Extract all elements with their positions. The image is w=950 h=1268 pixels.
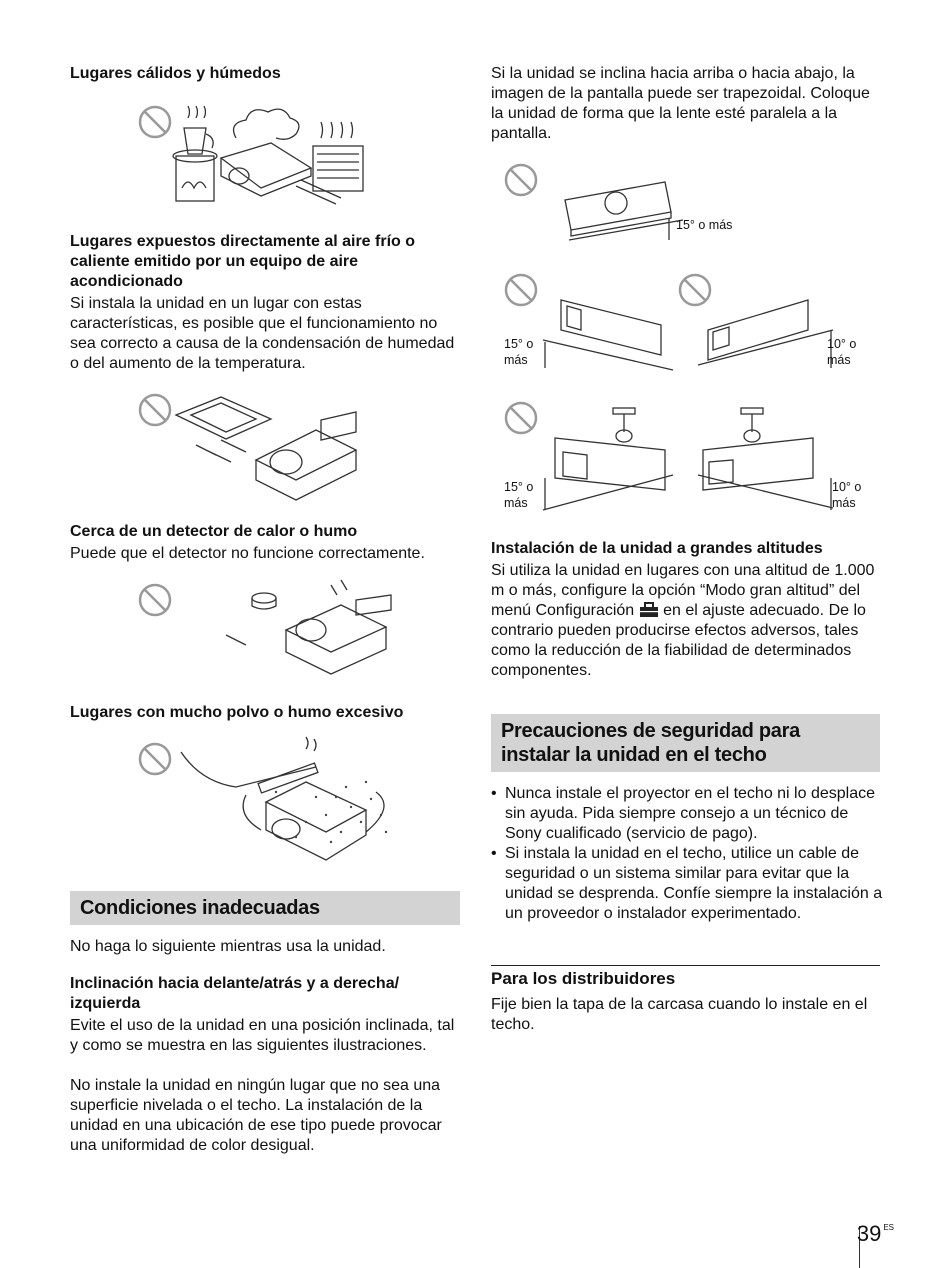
detector-body: Puede que el detector no funcione correctamente. [70,545,425,562]
air-conditioner-body: Si instala la unidad en un lugar con estas características, es posible que el funcionamiento no sea correcto a causa de la condensación de humedad o del aumento de la temperatura. [70,295,455,372]
tilt-mid-right-label-1: 10° o [827,337,857,351]
tilt-mid-left-label-2: más [504,353,528,367]
prohibited-icon [680,275,710,305]
prohibited-icon [140,744,170,774]
tilt-bot-right-label-1: 10° o [832,480,862,494]
tilt-bot-left-label-2: más [504,496,528,510]
tilt-forward-illustration [503,160,743,250]
tilt-bot-left-label-1: 15° o [504,480,534,494]
air-conditioner-heading: Lugares expuestos directamente al aire frío o caliente emitido por un equipo de aire acondicionado [70,233,416,290]
tilt-bot-right-label-2: más [832,496,856,510]
tilt-mid-right-label-2: más [827,353,851,367]
detector-heading: Cerca de un detector de calor o humo [70,523,358,540]
tilt-side-illustration [503,270,873,375]
warm-humid-illustration [136,98,386,208]
prohibited-icon [140,107,170,137]
tilt-mid-left-label-1: 15° o [504,337,534,351]
page-number-value: 39 [856,1221,882,1246]
toolbox-icon [639,603,659,617]
altitude-body-part2: en el ajuste adecuado. De lo contrario pueden producirse efectos adversos, tales como la reducción de la fiabilidad de determinados componentes. [491,602,866,679]
unsuitable-conditions-band [70,891,460,925]
warm-humid-heading: Lugares cálidos y húmedos [70,65,281,82]
tilt-top-label: 15° o más [676,218,733,232]
altitude-heading: Instalación de la unidad a grandes altitudes [491,540,823,557]
list-item: • Si instala la unidad en el techo, utilice un cable de seguridad o un sistema similar para evitar que la unidad se desprenda. Confíe siempre la instalación a un proveedor o instalador experimentado. [491,844,883,924]
prohibited-icon [140,395,170,425]
list-item: • Nunca instale el proyector en el techo ni lo desplace sin ayuda. Pida siempre consejo a un técnico de Sony cualificado (servicio de pago). [491,784,883,844]
tilt-body-2: No instale la unidad en ningún lugar que no sea una superficie nivelada o el techo. La instalación de la unidad en una ubicación de ese tipo puede provocar una uniformidad de color desigual. [70,1077,442,1154]
dust-illustration [136,737,396,862]
prohibited-icon [506,403,536,433]
prohibited-icon [140,585,170,615]
ceiling-safety-title: Precauciones de seguridad para instalar la unidad en el techo [501,720,800,766]
ceiling-safety-band [491,714,880,772]
altitude-body [491,561,883,681]
page-language: ES [883,1223,894,1232]
distributors-body: Fije bien la tapa de la carcasa cuando lo instale en el techo. [491,996,868,1033]
trapezoid-intro: Si la unidad se inclina hacia arriba o hacia abajo, la imagen de la pantalla puede ser trapezoidal. Coloque la unidad de forma que la lente esté paralela a la pantalla. [491,65,870,142]
dust-heading: Lugares con mucho polvo o humo excesivo [70,704,404,721]
unsuitable-intro: No haga lo siguiente mientras usa la unidad. [70,938,386,955]
prohibited-icon [506,165,536,195]
page-number [857,1221,892,1247]
detector-illustration [136,580,396,680]
tilt-heading: Inclinación hacia delante/atrás y a derecha/ izquierda [70,975,400,1012]
distributors-heading: Para los distribuidores [491,969,676,988]
divider [491,965,880,966]
unsuitable-conditions-title: Condiciones inadecuadas [80,897,320,919]
tilt-ceiling-illustration [503,400,873,515]
air-conditioner-illustration [136,390,396,500]
altitude-body-part1: Si utiliza la unidad en lugares con una altitud de 1.000 m o más, configure la opción “Modo gran altitud” del menú Configuración [491,562,875,619]
prohibited-icon [506,275,536,305]
ceiling-safety-list [491,784,883,924]
tilt-body-1: Evite el uso de la unidad en una posición inclinada, tal y como se muestra en las siguientes ilustraciones. [70,1017,455,1054]
